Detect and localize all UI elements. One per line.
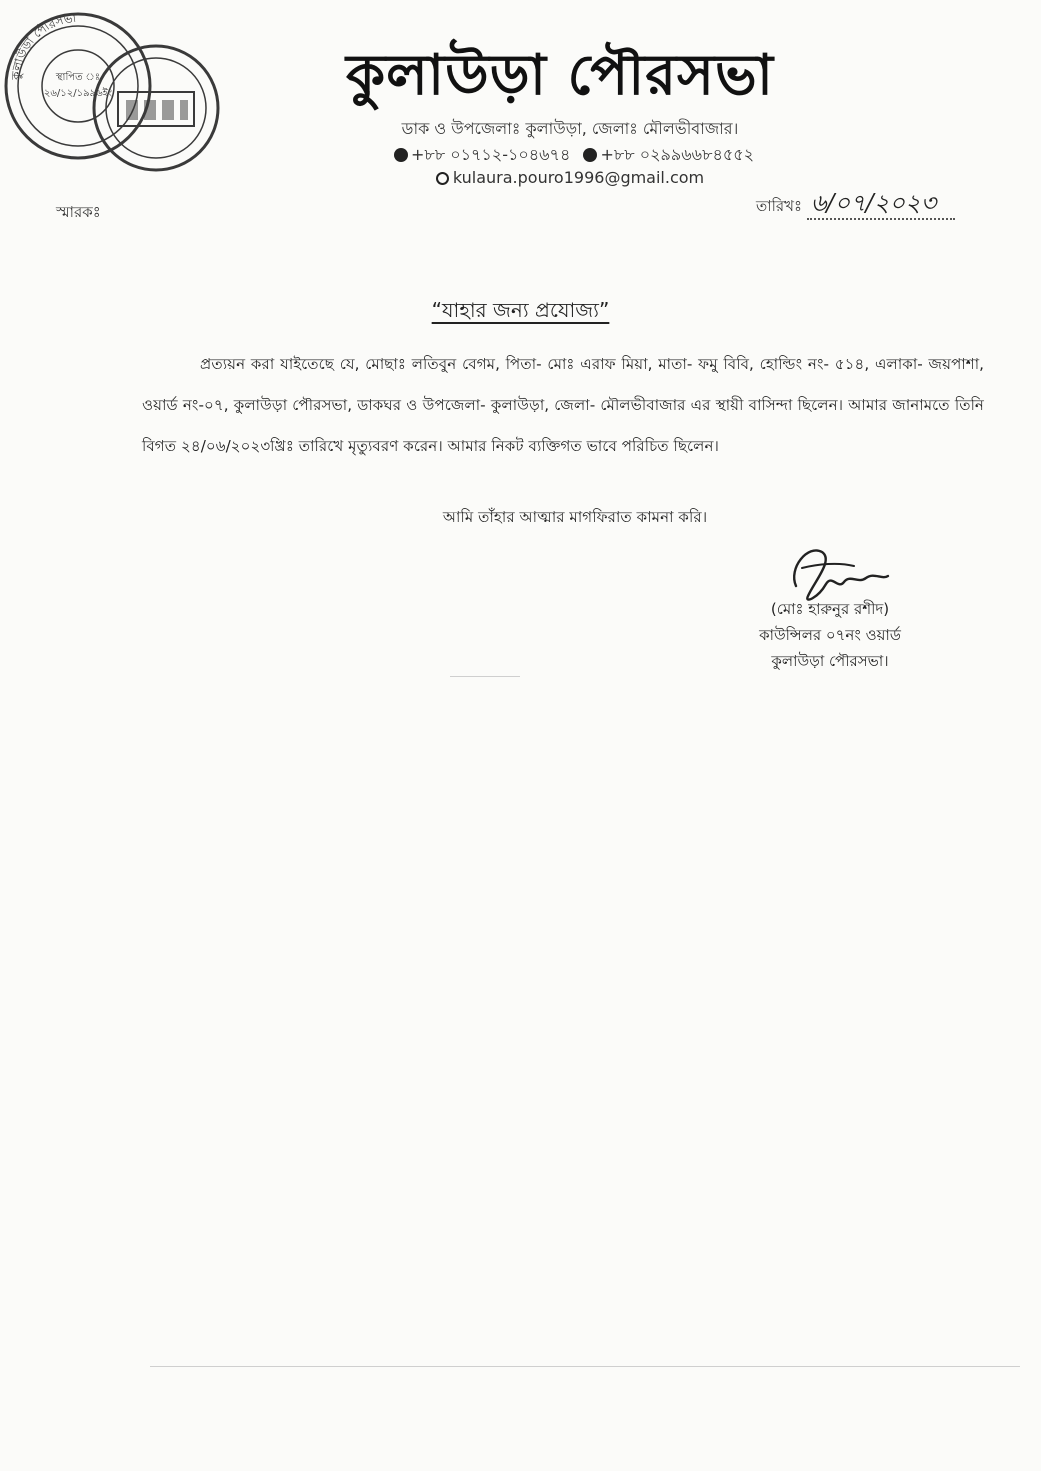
- seal-text-top: কুলাউড়া পৌরসভা: [8, 10, 77, 81]
- signatory-office: কুলাউড়া পৌরসভা।: [771, 652, 889, 670]
- letter-body: প্রত্যয়ন করা যাইতেছে যে, মোছাঃ লতিবুন বেগম, পিতা- মোঃ এরাফ মিয়া, মাতা- ফমু বিবি, হোল্ডিং নং- ৫১৪, এলাকা- জয়পাশা, ওয়ার্ড নং-০৭, কুলাউড়া পৌরসভা, ডাকঘর ও উপজেলা- কুলাউড়া, জেলা- মৌলভীবাজার এর স্থায়ী বাসিন্দা ছিলেন। আমার জানামতে তিনি বিগত ২৪/০৬/২০২৩খ্রিঃ তারিখে মৃত্যুবরণ করেন। আমার নিকট ব্যক্তিগত ভাবে পরিচিত ছিলেন।: [142, 355, 984, 455]
- scan-artifact-line: [450, 676, 520, 677]
- phone-number-1: +৮৮ ০১৭১২-১০৪৬৭৪: [410, 145, 571, 164]
- mobile-phone-icon: [394, 148, 408, 162]
- phone-number-2: +৮৮ ০২৯৯৬৬৮৪৫৫২: [600, 145, 755, 164]
- seal-text-date: ২৬/১২/১৯৯৬ইং: [43, 88, 113, 99]
- email-address: kulaura.pouro1996@gmail.com: [452, 168, 705, 187]
- address-line: ডাক ও উপজেলাঃ কুলাউড়া, জেলাঃ মৌলভীবাজার।: [401, 119, 739, 138]
- date-label: তারিখঃ: [756, 197, 802, 215]
- municipality-seal: [0, 0, 230, 180]
- email-line: [240, 167, 900, 189]
- date-field: [756, 188, 955, 220]
- letter-prayer: আমি তাঁহার আত্মার মাগফিরাত কামনা করি।: [442, 508, 708, 526]
- phone-line: [240, 144, 900, 166]
- memo-label: স্মারকঃ: [56, 203, 101, 221]
- signatory-name: (মোঃ হারুনুর রশীদ): [770, 600, 890, 618]
- scan-artifact-line: [150, 1366, 1020, 1367]
- date-value-handwritten: ৬/০৭/২০২৩: [807, 188, 955, 220]
- signatory-post: কাউন্সিলর ০৭নং ওয়ার্ড: [759, 626, 901, 644]
- letter-subject: [0, 296, 1041, 329]
- seal-text-inner: স্থাপিত ঃ: [55, 72, 101, 83]
- email-icon: [436, 172, 449, 185]
- telephone-icon: [583, 148, 597, 162]
- organization-title: কুলাউড়া পৌরসভা: [346, 42, 774, 108]
- letter-subject-text: “যাহার জন্য প্রযোজ্য”: [431, 298, 610, 322]
